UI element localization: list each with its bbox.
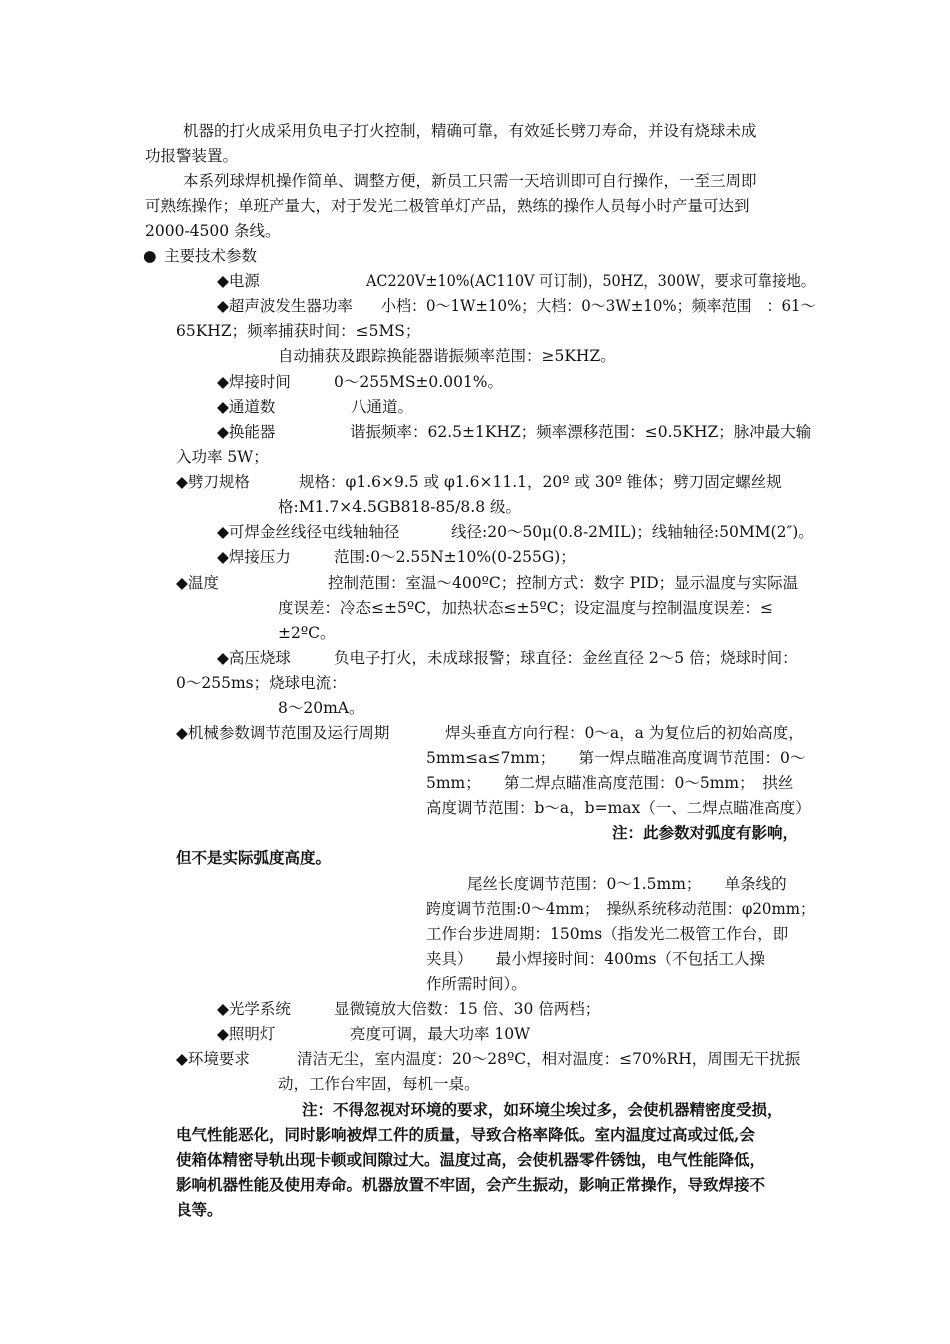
spec-environment-value: 清洁无尘，室内温度：20～28ºC，相对温度：≤70%RH，周围无干扰振 [297,1050,801,1068]
spec-optics-value: 显微镜放大倍数：15 倍、30 倍两档； [334,1000,601,1018]
paragraph-2-line-3: 2000-4500 条线。 [145,222,281,240]
spec-wire-value: 线径:20～50μ(0.8-2MIL)；线轴轴径:50MM(2″)。 [451,523,814,541]
note-line-1: 注：不得忽视对环境的要求，如环境尘埃过多，会使机器精密度受损， [302,1100,783,1119]
paragraph-1-line-2: 功报警装置。 [145,147,239,165]
note-line-3: 使箱体精密导轨出现卡顿或间隙过大。温度过高，会使机器零件锈蚀，电气性能降低， [176,1150,766,1169]
spec-weld-time-value: 0～255MS±0.001%。 [334,373,504,391]
section-bullet: ● [143,247,157,265]
paragraph-2-line-2: 可熟练操作；单班产量大，对于发光二极管单灯产品，熟练的操作人员每小时产量可达到 [145,197,750,215]
spec-efo-label: ◆高压烧球 [217,649,291,667]
spec-transducer-label: ◆换能器 [217,423,276,441]
spec-power-label: ◆电源 [217,272,260,290]
spec-capillary-line-2: 格:M1.7×4.5GB818-85/8.8 级。 [278,498,521,516]
spec-optics-label: ◆光学系统 [217,1000,291,1018]
spec-mechanical-line-5: 尾丝长度调节范围：0～1.5mm； 单条线的 [467,875,787,893]
spec-transducer-line-2: 入功率 5W； [176,448,269,466]
spec-ultrasonic-value: 小档：0～1W±10%；大档：0～3W±10%；频率范围 ：61～ [381,297,816,315]
spec-mechanical-label: ◆机械参数调节范围及运行周期 [176,724,390,742]
spec-mechanical-line-9: 作所需时间）。 [426,975,527,993]
spec-channels-label: ◆通道数 [217,398,276,416]
spec-environment-line-2: 动，工作台牢固，每机一桌。 [278,1075,480,1093]
note-line-4: 影响机器性能及使用寿命。机器放置不牢固，会产生振动，影响正常操作，导致焊接不 [176,1175,766,1194]
spec-mechanical-line-6: 跨度调节范围:0～4mm； 操纵系统移动范围：φ20mm； [426,900,816,918]
spec-power-value: AC220V±10%(AC110V 可订制)，50HZ，300W，要求可靠接地。 [366,272,816,290]
spec-efo-line-3: 8～20mA。 [278,699,365,717]
spec-lamp-value: 亮度可调，最大功率 10W [350,1025,531,1043]
spec-pressure-label: ◆焊接压力 [217,548,291,566]
note-line-2: 电气性能恶化，同时影响被焊工件的质量，导致合格率降低。室内温度过高或过低,会 [176,1125,755,1144]
spec-channels-value: 八通道。 [351,398,414,416]
spec-lamp-label: ◆照明灯 [217,1025,276,1043]
spec-mechanical-value: 焊头垂直方向行程：0～a，a 为复位后的初始高度， [445,724,804,742]
spec-ultrasonic-line-3: 自动捕获及跟踪换能器谐振频率范围：≥5KHZ。 [278,347,616,365]
spec-mechanical-note: 注：此参数对弧度有影响， [612,823,799,842]
spec-capillary-label: ◆劈刀规格 [176,473,250,491]
spec-wire-label: ◆可焊金丝线径屯线轴轴径 [217,523,400,541]
spec-efo-value: 负电子打火，未成球报警；球直径：金丝直径 2～5 倍；烧球时间： [334,649,798,667]
spec-temperature-value: 控制范围：室温～400ºC；控制方式：数字 PID；显示温度与实际温 [328,574,799,592]
spec-mechanical-line-2: 5mm≤a≤7mm； 第一焊点瞄准高度调节范围：0～ [426,749,806,767]
spec-mechanical-line-3: 5mm； 第二焊点瞄准高度范围：0～5mm； 拱丝 [426,774,794,792]
paragraph-2-line-1: 本系列球焊机操作简单、调整方便，新员工只需一天培训即可自行操作，一至三周即 [183,172,757,190]
spec-environment-label: ◆环境要求 [176,1050,250,1068]
spec-weld-time-label: ◆焊接时间 [217,373,291,391]
spec-temperature-line-2: 度误差：冷态≤±5ºC，加热状态≤±5ºC；设定温度与控制温度误差：≤ [278,599,773,617]
section-title: 主要技术参数 [164,247,258,265]
spec-transducer-value: 谐振频率：62.5±1KHZ；频率漂移范围：≤0.5KHZ；脉冲最大输 [350,423,812,441]
spec-mechanical-line-4: 高度调节范围：b～a，b=max（一、二焊点瞄准高度） [426,799,811,817]
spec-temperature-label: ◆温度 [176,574,219,592]
spec-efo-line-2: 0～255ms；烧球电流： [176,674,347,692]
spec-ultrasonic-label: ◆超声波发生器功率 [217,297,353,315]
spec-temperature-line-3: ±2ºC。 [278,624,336,642]
spec-mechanical-line-8: 夹具） 最小焊接时间：400ms（不包括工人操 [426,950,765,968]
spec-mechanical-note-2: 但不是实际弧度高度。 [176,848,332,867]
paragraph-1-line-1: 机器的打火成采用负电子打火控制，精确可靠，有效延长劈刀寿命，并设有烧球未成 [183,122,757,140]
spec-capillary-value: 规格：φ1.6×9.5 或 φ1.6×11.1，20º 或 30º 锥体；劈刀固定螺丝规 [299,473,782,491]
spec-ultrasonic-line-2: 65KHZ；频率捕获时间：≤5MS； [176,322,421,340]
note-line-5: 良等。 [176,1200,223,1219]
spec-pressure-value: 范围:0～2.55N±10%(0-255G)； [334,548,576,566]
spec-mechanical-line-7: 工作台步进周期：150ms（指发光二极管工作台，即 [426,925,789,943]
